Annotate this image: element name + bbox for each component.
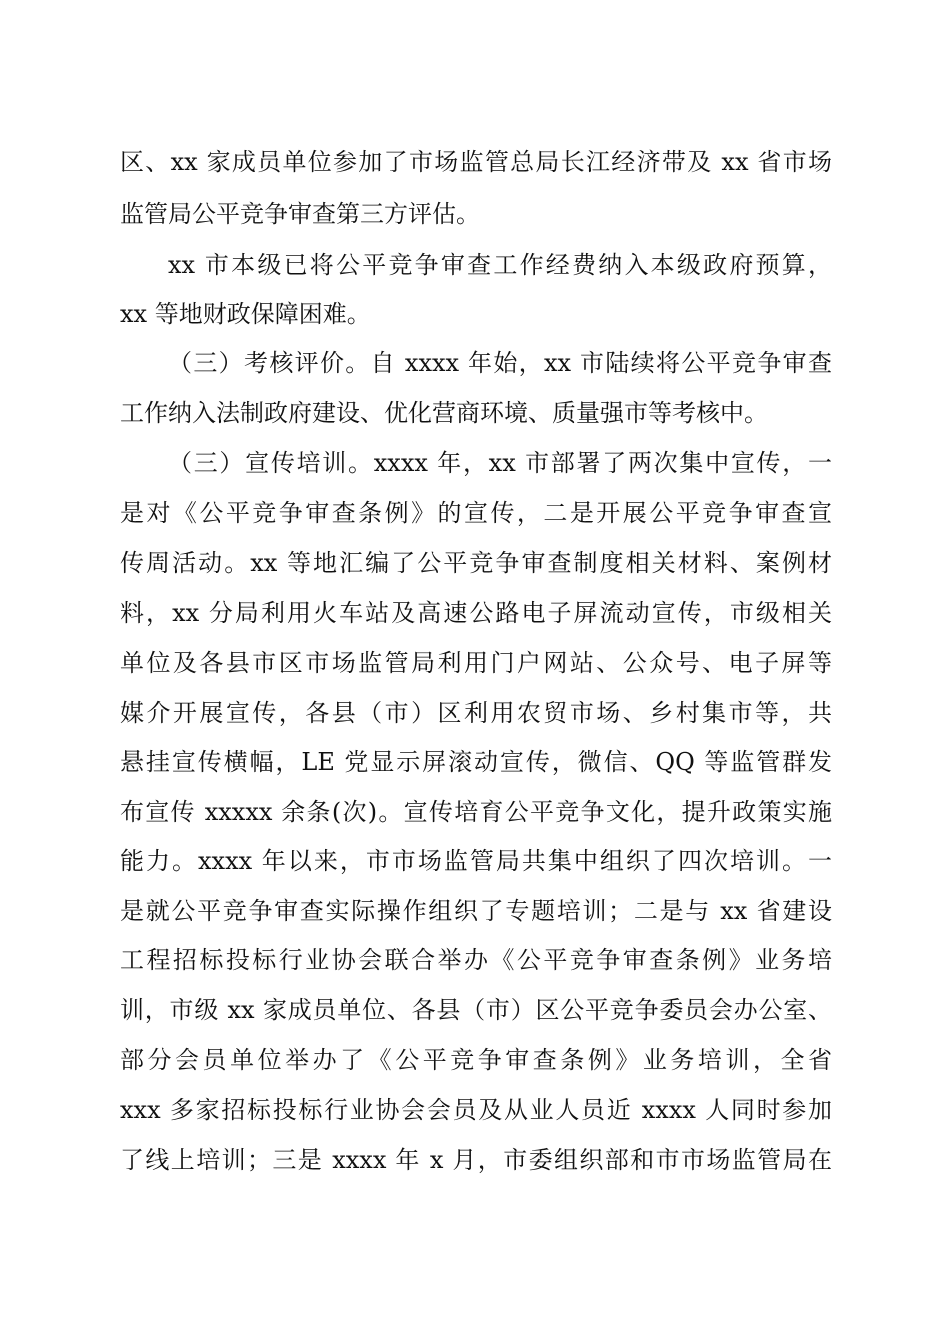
text-line: 训，市级 xx 家成员单位、各县（市）区公平竞争委员会办公室、 [120,996,832,1024]
text-line: 能力。xxxx 年以来，市市场监管局共集中组织了四次培训。一 [120,847,832,875]
text-line: xxx 多家招标投标行业协会会员及从业人员近 xxxx 人同时参加 [120,1096,832,1124]
text-line: 区、xx 家成员单位参加了市场监管总局长江经济带及 xx 省市场 [120,148,832,176]
text-line: xx 等地财政保障困难。 [120,300,371,328]
text-line: 布宣传 xxxxx 余条(次)。宣传培育公平竞争文化，提升政策实施 [120,798,832,826]
text-line: 悬挂宣传横幅，LE 党显示屏滚动宣传，微信、QQ 等监管群发 [120,748,832,776]
text-line: xx 市本级已将公平竞争审查工作经费纳入本级政府预算， [168,251,832,279]
text-line: 是就公平竞争审查实际操作组织了专题培训；二是与 xx 省建设 [120,897,832,925]
text-line: 工程招标投标行业协会联合举办《公平竞争审查条例》业务培 [120,946,832,974]
text-line: 传周活动。xx 等地汇编了公平竞争审查制度相关材料、案例材 [120,549,832,577]
text-line: 工作纳入法制政府建设、优化营商环境、质量强市等考核中。 [120,399,768,427]
text-line: 是对《公平竞争审查条例》的宣传，二是开展公平竞争审查宣 [120,499,832,527]
text-line: （三）考核评价。自 xxxx 年始，xx 市陆续将公平竞争审查 [168,349,832,377]
text-line: 单位及各县市区市场监管局利用门户网站、公众号、电子屏等 [120,649,832,677]
text-line: 了线上培训；三是 xxxx 年 x 月，市委组织部和市市场监管局在 [120,1146,832,1174]
text-line: 料，xx 分局利用火车站及高速公路电子屏流动宣传，市级相关 [120,599,832,627]
text-line: （三）宣传培训。xxxx 年，xx 市部署了两次集中宣传，一 [168,449,832,477]
text-line: 部分会员单位举办了《公平竞争审查条例》业务培训，全省 [120,1046,832,1074]
text-line: 监管局公平竞争审查第三方评估。 [120,200,480,228]
text-line: 媒介开展宣传，各县（市）区利用农贸市场、乡村集市等，共 [120,699,832,727]
